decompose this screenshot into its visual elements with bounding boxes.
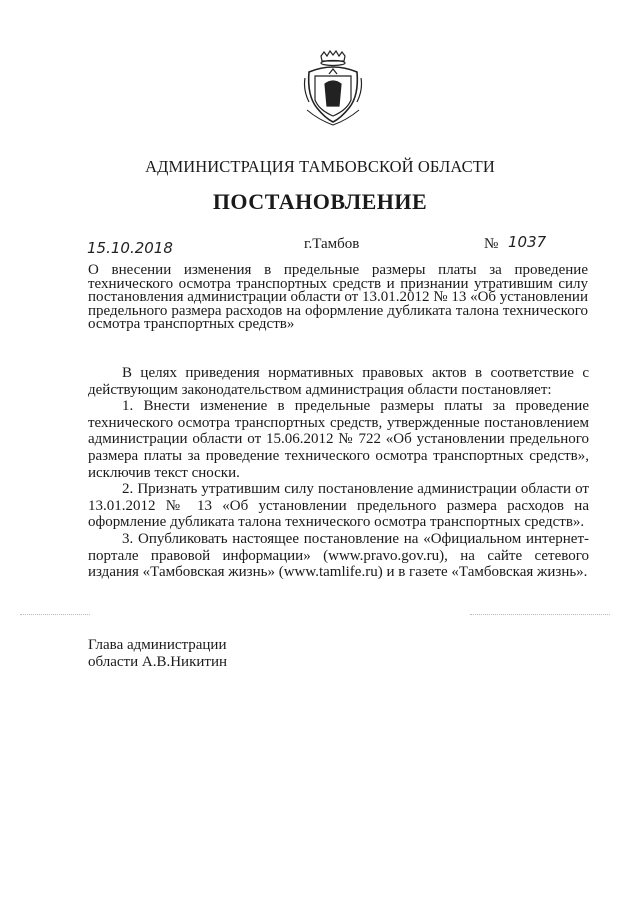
document-number: 1037 [508,233,547,251]
organization-title: АДМИНИСТРАЦИЯ ТАМБОВСКОЙ ОБЛАСТИ [145,157,495,176]
divider [20,614,90,616]
signature-line-1: Глава администрации [88,637,227,653]
document-city: г.Тамбов [304,236,360,252]
signature-block [88,637,227,670]
document-subject: О внесении изменения в предельные размеры платы за проведение технического осмотра транспортных средств и признании утратившим силу постановления администрации области от 13.01.2012 № 13 «Об установлении предельного размера расходов на оформление дубликата талона технического осмотра транспортных средств» [88,262,588,332]
number-label: № [484,236,499,252]
signature-line-2: области А.В.Никитин [88,653,228,670]
tambov-coat-of-arms-icon [303,50,363,126]
document-type-title: ПОСТАНОВЛЕНИЕ [212,189,428,214]
document-date: 15.10.2018 [87,239,173,257]
body-intro: В целях приведения нормативных правовых актов в соответствие с действующим законодательством администрация области постановляет: [88,365,589,398]
divider [470,614,610,616]
body-item-2: 2. Признать утратившим силу постановление администрации области от 13.01.2012 № 13 «Об установлении предельного размера расходов на оформление дубликата талона технического осмотра транспортных средств». [88,481,589,531]
body-item-1: 1. Внести изменение в предельные размеры платы за проведение технического осмотра транспортных средств, утвержденные постановлением администрации области от 15.06.2012 № 722 «Об установлении предельного размера платы за проведение технического осмотра транспортных средств», исключив текст сноски. [88,398,589,481]
document-body [88,365,589,581]
body-item-3: 3. Опубликовать настоящее постановление на «Официальном интернет-портале правовой информации» (www.pravo.gov.ru), на сайте сетевого издания «Тамбовская жизнь» (www.tamlife.ru) и в газете «Тамбовская жизнь». [88,530,589,581]
